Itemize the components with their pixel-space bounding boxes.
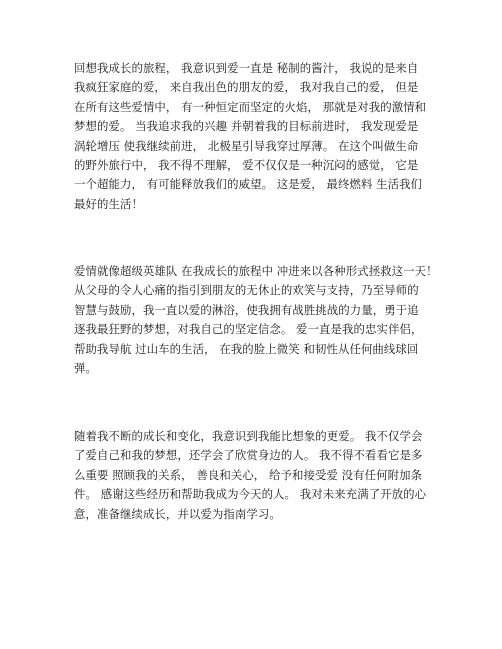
paragraph-growth-and-change [74, 427, 446, 524]
text-line: 件。 感谢这些经历和帮助我成为今天的人。 我对未来充满了开放的心 [74, 487, 427, 502]
text-line: 的野外旅行中， 我不得不理解， 爱不仅仅是一种沉闷的感觉， 它是 [74, 158, 419, 173]
text-line: 爱情就像超级英雄队 在我成长的旅程中 冲进来以各种形式拯救这一天！ [74, 264, 438, 278]
text-line: 了爱自己和我的梦想，还学会了欣赏身边的人。 我不得不看看它是多 [74, 448, 423, 463]
text-line: 从父母的令人心痛的指引到朋友的无休止的欢笑与支持，乃至导师的 [74, 283, 419, 298]
text-line: 智慧与鼓励，我一直以爱的淋浴，使我拥有战胜挑战的力量，勇于追 [74, 302, 419, 317]
text-line: 帮助我导航 过山车的生活， 在我的脸上微笑 和韧性从任何曲线球回 [74, 341, 419, 356]
paragraph-growth-journey [74, 59, 446, 214]
paragraph-love-superheroes [74, 262, 446, 378]
text-line: 逐我最狂野的梦想，对我自己的坚定信念。 爱一直是我的忠实伴侣， [74, 322, 423, 337]
text-line: 梦想的爱。 当我追求我的兴趣 并朝着我的目标前进时， 我发现爱是 [74, 119, 419, 134]
text-line: 么重要 照顾我的关系， 善良和关心， 给予和接受爱 没有任何附加条 [74, 467, 423, 482]
text-line: 随着我不断的成长和变化，我意识到我能比想象的更爱。 我不仅学会 [74, 429, 423, 443]
text-line: 最好的生活！ [74, 196, 143, 211]
text-line: 弹。 [74, 361, 97, 376]
text-line: 一个超能力， 有可能释放我们的威望。 这是爱， 最终燃料 生活我们 [74, 177, 423, 192]
text-line: 在所有这些爱情中， 有一种恒定而坚定的火焰， 那就是对我的激情和 [74, 99, 427, 114]
text-line: 涡轮增压 使我继续前进， 北极星引导我穿过厚薄。 在这个叫做生命 [74, 138, 419, 153]
text-line: 我疯狂家庭的爱， 来自我出色的朋友的爱， 我对我自己的爱， 但是 [74, 80, 419, 95]
text-line: 回想我成长的旅程， 我意识到爱一直是 秘制的酱汁， 我说的是来自 [74, 61, 419, 75]
text-line: 意，准备继续成长，并以爱为指南学习。 [74, 506, 281, 521]
